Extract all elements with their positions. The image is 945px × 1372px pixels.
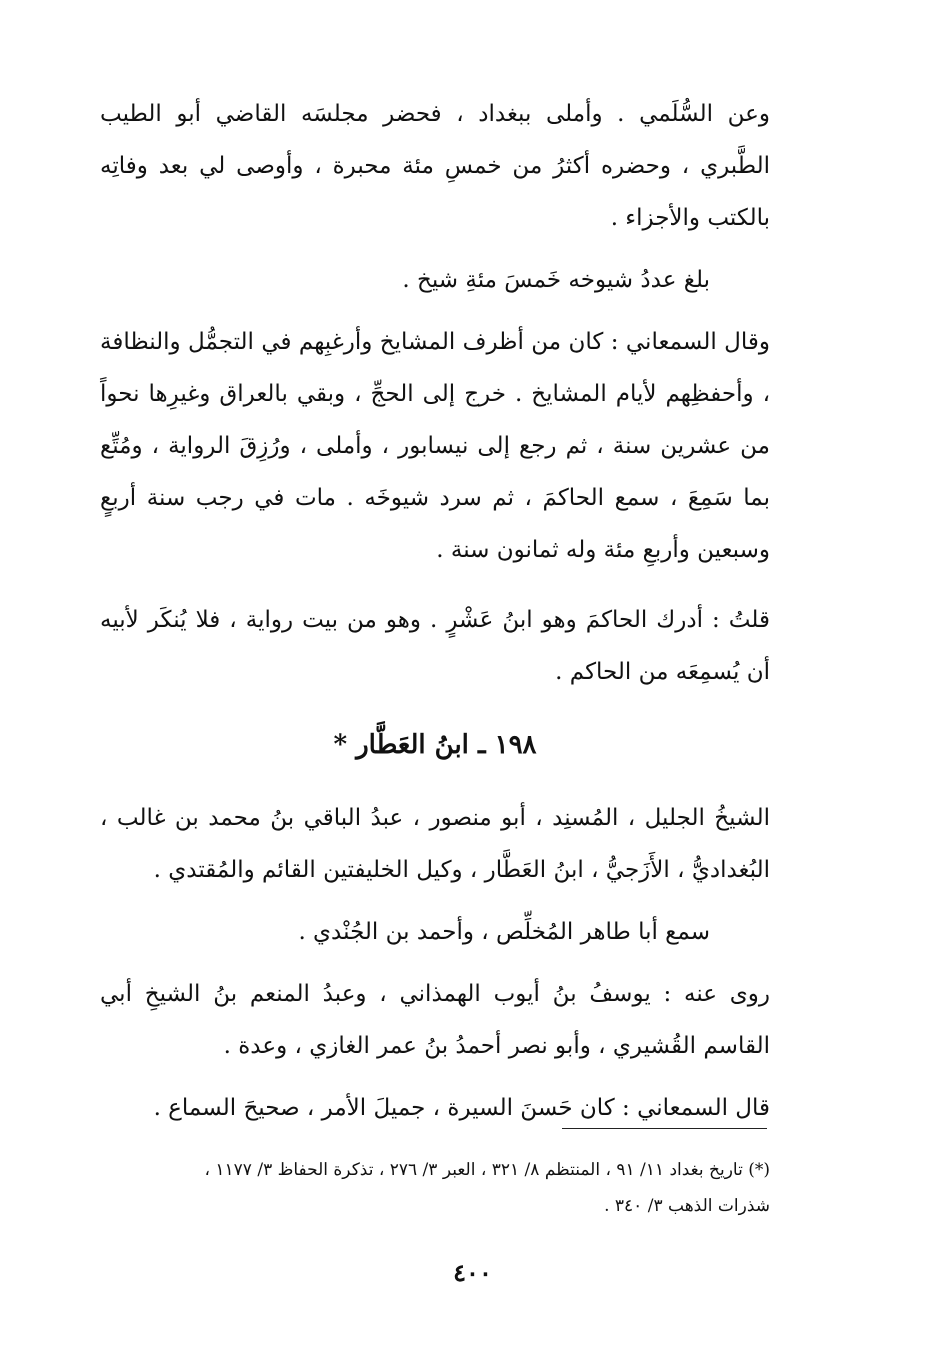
- page-number: ٤٠٠: [453, 1258, 492, 1287]
- paragraph-teachers: وعن السُّلَمي . وأملى ببغداد ، فحضر مجلسَه القاضي أبو الطيب الطَّبري ، وحضره أكثرُ من خمسِ مئة محبرة ، وأوصى لي بعد وفاتِه بالكتب والأجزاء .: [100, 101, 770, 231]
- paragraph-author-note: قلتُ : أدرك الحاكمَ وهو ابنُ عَشْرٍ . وهو من بيت رواية ، فلا يُنكَر لأبيه أن يُسمِعَه من الحاكم .: [100, 607, 770, 685]
- paragraph-heard-from: سمع أبا طاهر المُخلِّص ، وأحمد بن الجُنْدي .: [298, 919, 710, 945]
- footnote: [100, 1152, 770, 1224]
- footnote-line: (*) تاريخ بغداد ١١/ ٩١ ، المنتظم ٨/ ٣٢١ ، العبر ٣/ ٢٧٦ ، تذكرة الحفاظ ٣/ ١١٧٧ ،: [204, 1160, 770, 1180]
- paragraph-samaani-assessment: قال السمعاني : كان حَسنَ السيرة ، جميلَ الأمر ، صحيحَ السماع .: [153, 1095, 770, 1121]
- entry-heading: ١٩٨ ـ ابنُ العَطَّار *: [333, 730, 537, 760]
- paragraph-narrators: روى عنه : يوسفُ بنُ أيوب الهمذاني ، وعبدُ المنعم بنُ الشيخِ أبي القاسم القُشيري ، وأبو نصر أحمدُ بنُ عمر الغازي ، وعدة .: [100, 981, 770, 1059]
- paragraph-shuyukh-count: بلغ عددُ شيوخه خَمسَ مئةِ شيخ .: [402, 267, 710, 293]
- page-body: [100, 88, 770, 1134]
- footnote-line: شذرات الذهب ٣/ ٣٤٠ .: [604, 1196, 770, 1216]
- paragraph-biography: الشيخُ الجليل ، المُسنِد ، أبو منصور ، عبدُ الباقي بنُ محمد بن غالب ، البُغداديُّ ، الأَزَجيُّ ، ابنُ العَطَّار ، وكيل الخليفتين القائم والمُقتدي .: [100, 805, 770, 883]
- paragraph-samaani-quote: وقال السمعاني : كان من أظرف المشايخ وأرغبِهم في التجمُّل والنظافة ، وأحفظِهم لأيام المشايخ . خرج إلى الحجِّ ، وبقي بالعراق وغيرِها نحواً من عشرين سنة ، ثم رجع إلى نيسابور ، وأملى ، ورُزِقَ الرواية ، ومُتِّع بما سَمِعَ ، سمع الحاكمَ ، ثم سرد شيوخَه . مات في رجب سنة أربعٍ وسبعين وأربعِ مئة وله ثمانون سنة .: [100, 329, 770, 563]
- footnote-divider: [562, 1128, 767, 1129]
